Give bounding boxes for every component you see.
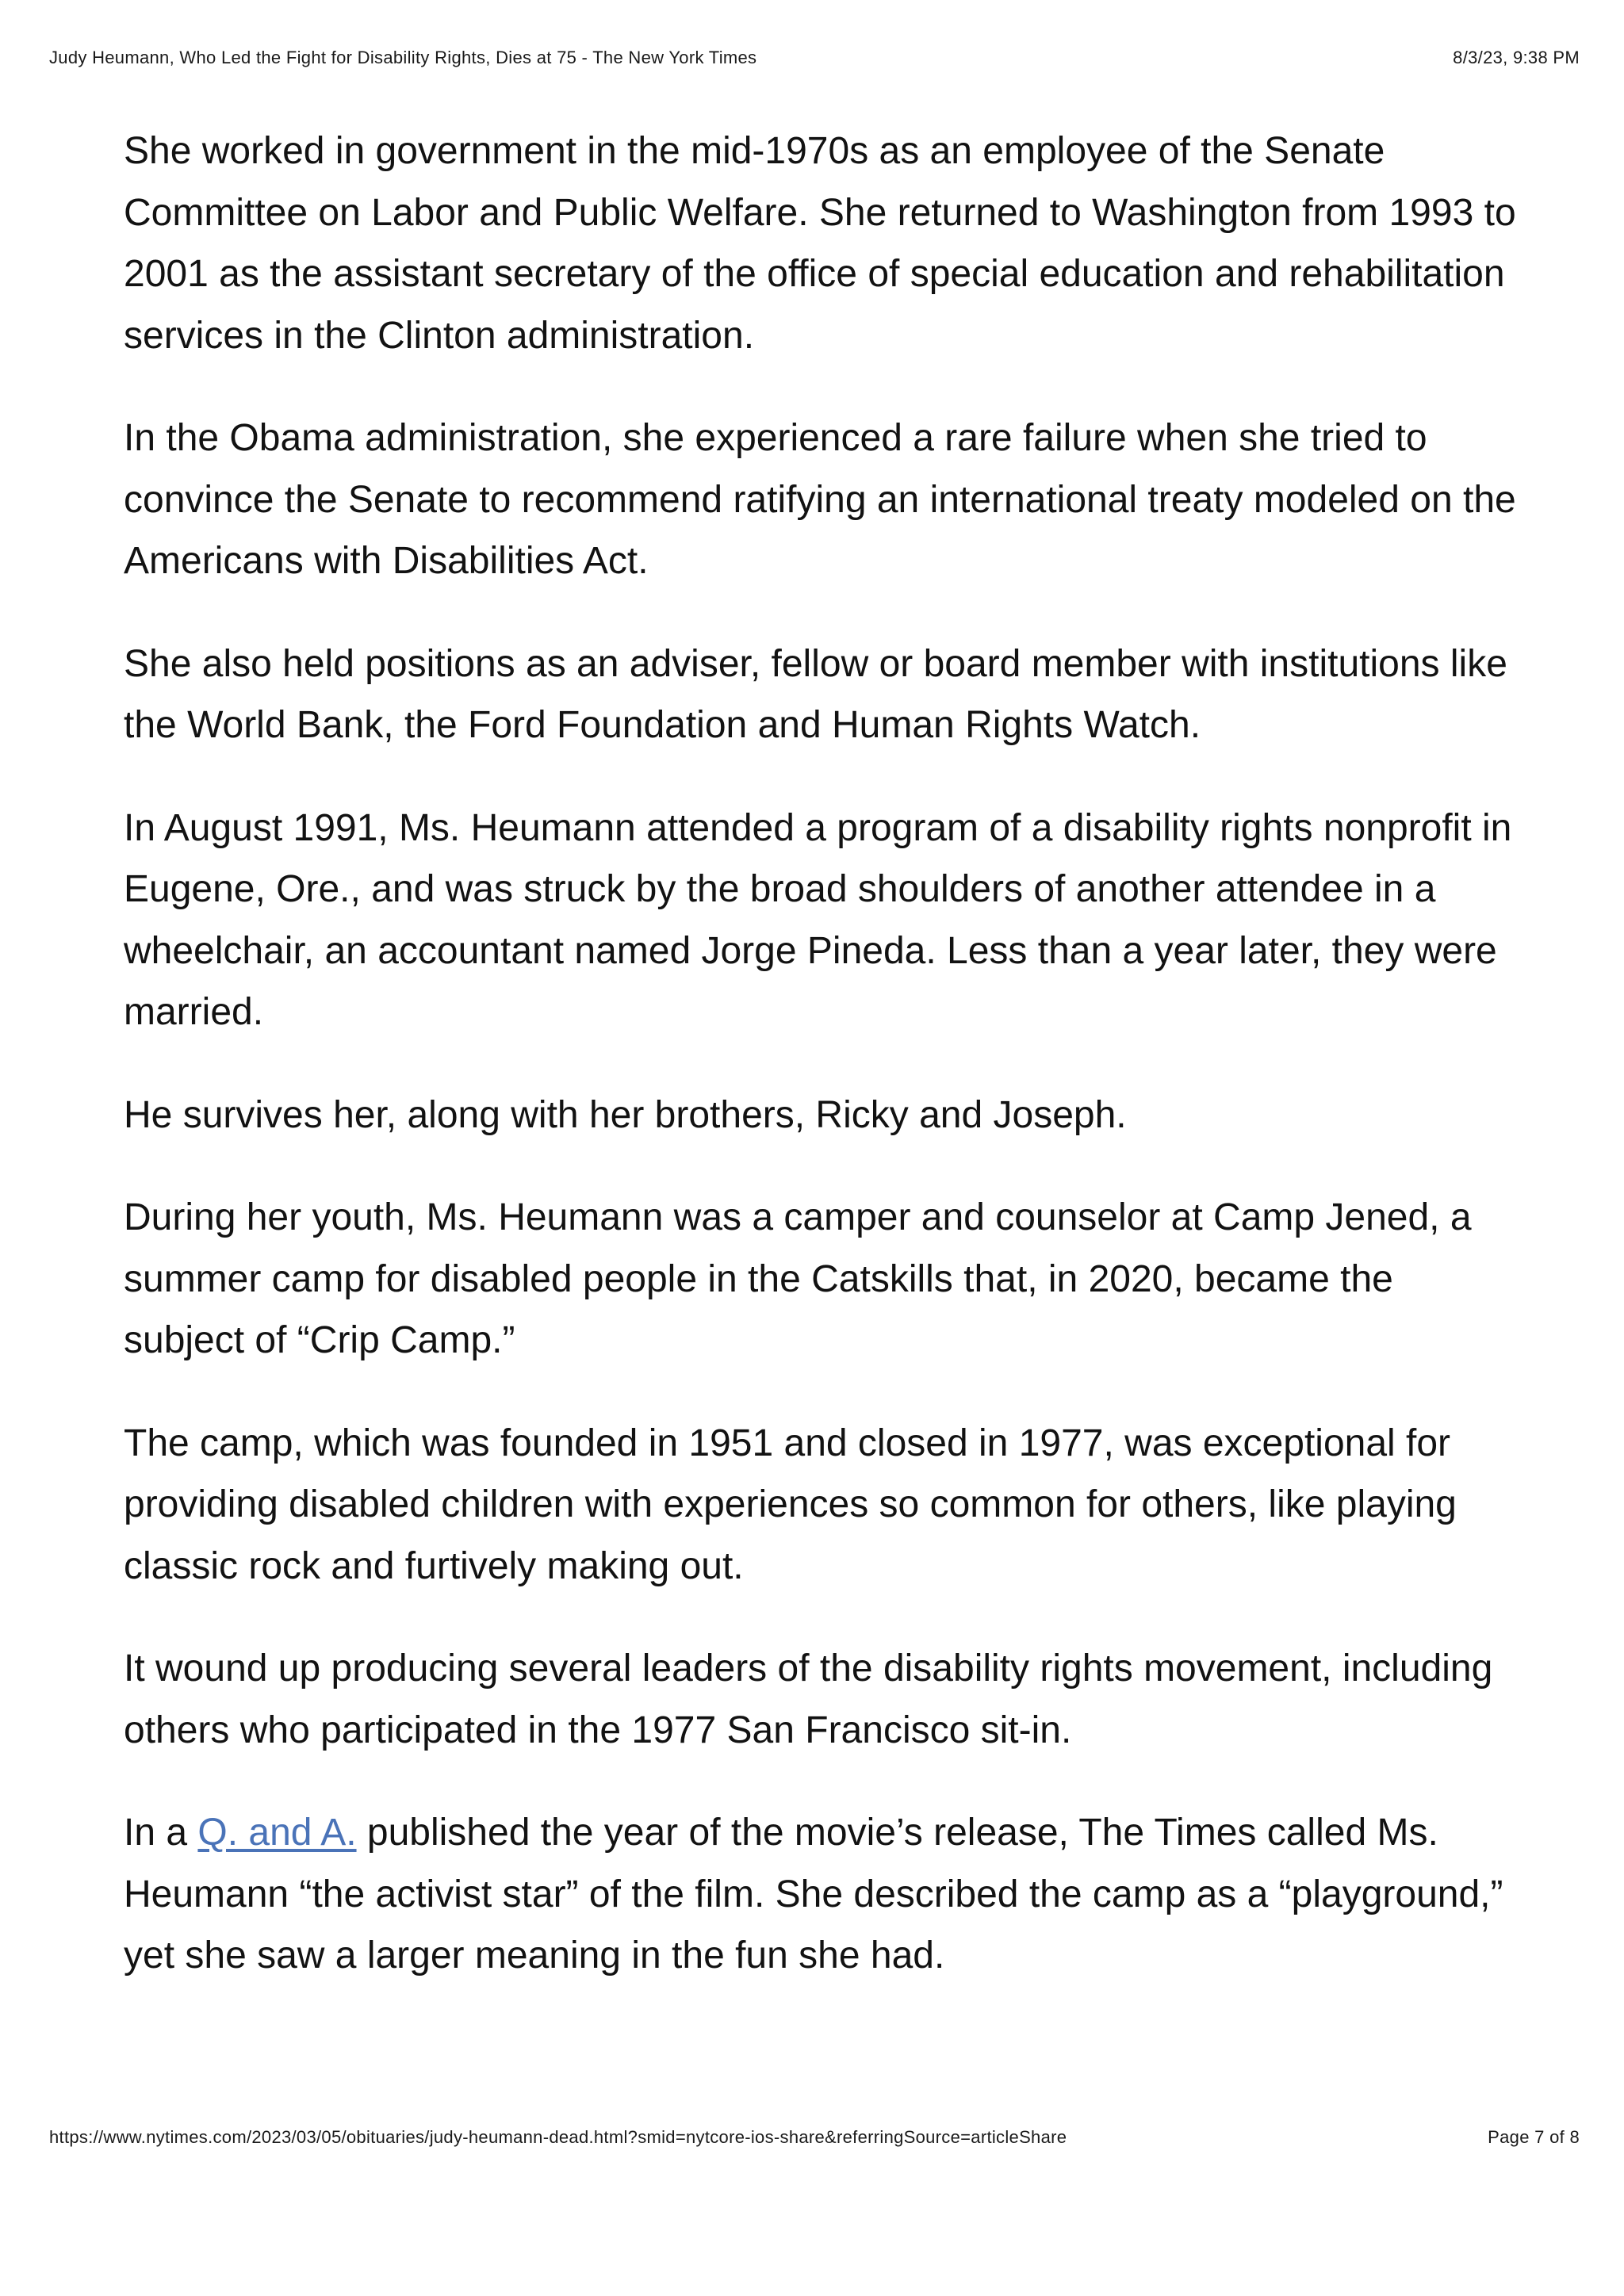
print-datetime: 8/3/23, 9:38 PM <box>1453 48 1580 67</box>
paragraph-qa <box>124 1802 1519 1987</box>
page-number: Page 7 of 8 <box>1488 2127 1580 2147</box>
paragraph-camp-leaders: It wound up producing several leaders of the disability rights movement, including others who participated in the 1977 San Francisco sit-in. <box>124 1647 1493 1751</box>
page-title: Judy Heumann, Who Led the Fight for Disability Rights, Dies at 75 - The New York Times <box>49 48 757 67</box>
qa-text-after: published the year of the movie’s release, The Times called Ms. Heumann “the activist star” of the film. She described the camp as a “playground,” yet she saw a larger meaning in the fun she had. <box>124 1812 1503 1976</box>
paragraph-camp-jened: During her youth, Ms. Heumann was a camper and counselor at Camp Jened, a summer camp for disabled people in the Catskills that, in 2020, became the subject of “Crip Camp.” <box>124 1196 1472 1361</box>
paragraph-camp-history: The camp, which was founded in 1951 and closed in 1977, was exceptional for providing disabled children with experiences so common for others, like playing classic rock and furtively making out. <box>124 1422 1457 1587</box>
print-footer <box>49 2127 1580 2148</box>
paragraph-survivors: He survives her, along with her brothers, Ricky and Joseph. <box>124 1093 1127 1136</box>
page-url: https://www.nytimes.com/2023/03/05/obituaries/judy-heumann-dead.html?smid=nytcore-ios-share&referringSource=articleShare <box>49 2127 1067 2147</box>
paragraph-marriage: In August 1991, Ms. Heumann attended a program of a disability rights nonprofit in Eugene, Ore., and was struck by the broad shoulders of another attendee in a wheelchair, an accountant named Jorge Pineda. Less than a year later, they were married. <box>124 806 1512 1033</box>
print-header <box>49 48 1580 68</box>
qa-text-before: In a <box>124 1812 198 1854</box>
paragraph-advisory-positions: She also held positions as an adviser, fellow or board member with institutions like the World Bank, the Ford Foundation and Human Rights Watch. <box>124 642 1507 746</box>
qa-link[interactable]: Q. and A. <box>197 1812 357 1854</box>
paragraph-government-career: She worked in government in the mid-1970s as an employee of the Senate Committee on Labor and Public Welfare. She returned to Washington from 1993 to 2001 as the assistant secretary of the office of special education and rehabilitation services in the Clinton administration. <box>124 130 1516 357</box>
article-body <box>124 121 1519 2028</box>
paragraph-obama-administration: In the Obama administration, she experienced a rare failure when she tried to convince the Senate to recommend ratifying an international treaty modeled on the Americans with Disabilities Act. <box>124 417 1516 582</box>
